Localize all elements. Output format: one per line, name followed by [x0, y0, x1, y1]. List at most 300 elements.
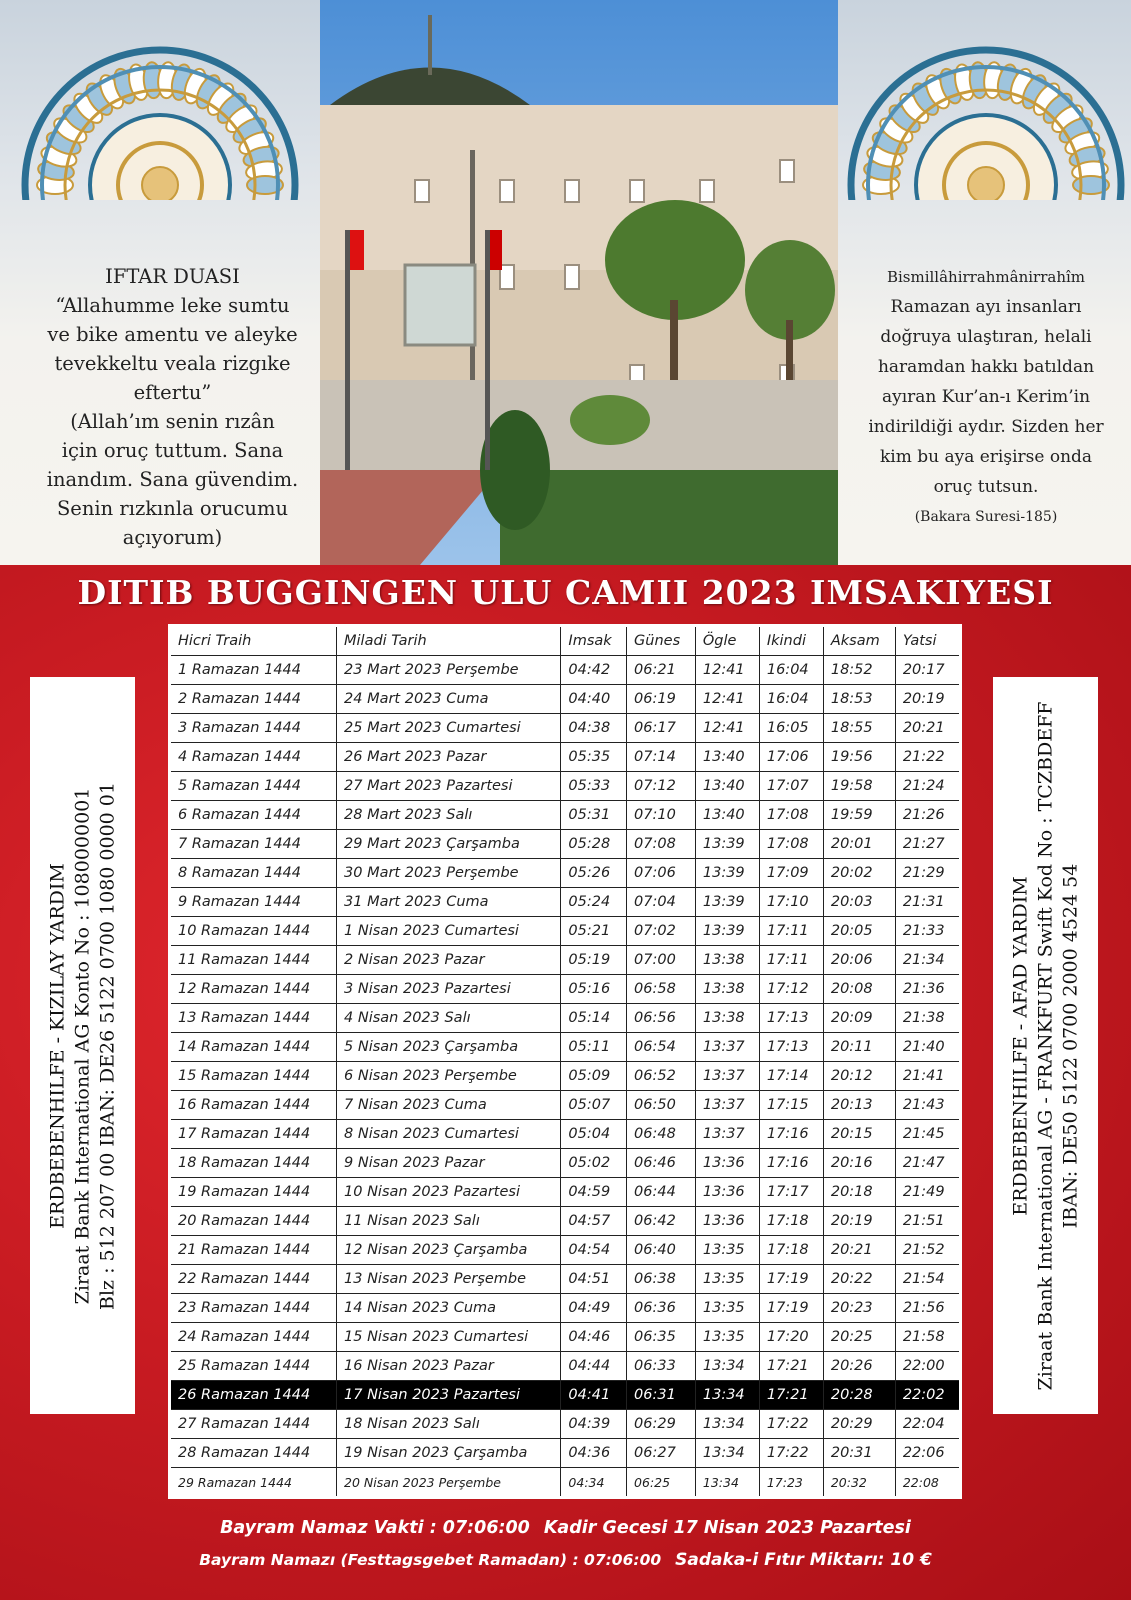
- table-row: [170, 888, 961, 917]
- table-cell: 22:00: [895, 1352, 960, 1381]
- table-row: [170, 1352, 961, 1381]
- table-row: [170, 1294, 961, 1323]
- table-cell: 17 Nisan 2023 Pazartesi: [337, 1381, 561, 1410]
- table-cell: 20:18: [823, 1178, 895, 1207]
- table-cell: 13:34: [695, 1439, 759, 1468]
- header-banner: [0, 0, 1131, 565]
- table-cell: 23 Mart 2023 Perşembe: [337, 656, 561, 685]
- table-cell: 07:14: [627, 743, 696, 772]
- table-row: [170, 1468, 961, 1498]
- table-cell: 12 Ramazan 1444: [170, 975, 337, 1004]
- table-cell: 06:48: [627, 1120, 696, 1149]
- table-row: [170, 975, 961, 1004]
- table-cell: 17:16: [759, 1120, 823, 1149]
- verse-line: kim bu aya erişirse onda: [879, 447, 1093, 467]
- table-cell: 13:39: [695, 830, 759, 859]
- table-cell: 05:07: [561, 1091, 627, 1120]
- table-cell: 21:24: [895, 772, 960, 801]
- table-cell: 05:04: [561, 1120, 627, 1149]
- table-cell: 13:38: [695, 1004, 759, 1033]
- table-cell: 20:05: [823, 917, 895, 946]
- column-header: Ikindi: [759, 626, 823, 656]
- table-row: [170, 1120, 961, 1149]
- table-cell: 13:39: [695, 917, 759, 946]
- table-cell: 21:36: [895, 975, 960, 1004]
- table-cell: 06:27: [627, 1439, 696, 1468]
- table-cell: 13:36: [695, 1149, 759, 1178]
- table-cell: 22:08: [895, 1468, 960, 1498]
- table-cell: 07:08: [627, 830, 696, 859]
- table-cell: 19:59: [823, 801, 895, 830]
- table-cell: 18:53: [823, 685, 895, 714]
- table-cell: 26 Ramazan 1444: [170, 1381, 337, 1410]
- verse-line: indirildiği aydır. Sizden her: [868, 417, 1104, 437]
- table-cell: 21:31: [895, 888, 960, 917]
- iftar-prayer-text: [30, 262, 315, 552]
- table-cell: 20:31: [823, 1439, 895, 1468]
- table-cell: 17:11: [759, 917, 823, 946]
- table-cell: 20:15: [823, 1120, 895, 1149]
- table-cell: 21:40: [895, 1033, 960, 1062]
- table-cell: 12:41: [695, 656, 759, 685]
- table-cell: 20 Nisan 2023 Perşembe: [337, 1468, 561, 1498]
- table-cell: 07:06: [627, 859, 696, 888]
- table-cell: 13:34: [695, 1468, 759, 1498]
- table-cell: 07:12: [627, 772, 696, 801]
- table-row: [170, 1091, 961, 1120]
- table-cell: 06:35: [627, 1323, 696, 1352]
- table-cell: 12:41: [695, 714, 759, 743]
- bank-right-line2: Ziraat Bank International AG - FRANKFURT Swift Kod No : TCZBDEFF: [1034, 701, 1056, 1390]
- bank-left-line3: Blz : 512 207 00 IBAN: DE26 5122 0700 1080 0000 01: [96, 781, 118, 1310]
- table-cell: 27 Ramazan 1444: [170, 1410, 337, 1439]
- table-cell: 13:36: [695, 1207, 759, 1236]
- table-cell: 05:11: [561, 1033, 627, 1062]
- table-cell: 13:37: [695, 1120, 759, 1149]
- table-cell: 06:29: [627, 1410, 696, 1439]
- table-row: [170, 1323, 961, 1352]
- table-cell: 25 Mart 2023 Cumartesi: [337, 714, 561, 743]
- table-cell: 23 Ramazan 1444: [170, 1294, 337, 1323]
- verse-line: Ramazan ayı insanları: [890, 297, 1082, 317]
- table-cell: 21 Ramazan 1444: [170, 1236, 337, 1265]
- table-cell: 20:17: [895, 656, 960, 685]
- table-cell: 21:22: [895, 743, 960, 772]
- table-cell: 17:22: [759, 1439, 823, 1468]
- verse-line: ayıran Kur’an-ı Kerim’in: [881, 387, 1091, 407]
- table-cell: 04:42: [561, 656, 627, 685]
- table-cell: 04:40: [561, 685, 627, 714]
- table-cell: 17:23: [759, 1468, 823, 1498]
- table-cell: 20:12: [823, 1062, 895, 1091]
- table-cell: 20:26: [823, 1352, 895, 1381]
- table-cell: 17:21: [759, 1352, 823, 1381]
- verse-line: oruç tutsun.: [933, 477, 1039, 497]
- bank-right-line3: IBAN: DE50 5122 0700 2000 4524 54: [1059, 863, 1081, 1228]
- iftar-line: inandım. Sana güvendim.: [46, 468, 299, 491]
- table-cell: 06:17: [627, 714, 696, 743]
- table-cell: 2 Ramazan 1444: [170, 685, 337, 714]
- table-row: [170, 917, 961, 946]
- bank-left-line2: Ziraat Bank International AG Konto No : 1080000001: [71, 787, 93, 1304]
- table-cell: 05:14: [561, 1004, 627, 1033]
- table-cell: 04:59: [561, 1178, 627, 1207]
- table-cell: 21:49: [895, 1178, 960, 1207]
- table-cell: 21:52: [895, 1236, 960, 1265]
- table-cell: 21:29: [895, 859, 960, 888]
- table-cell: 06:33: [627, 1352, 696, 1381]
- table-row: [170, 1207, 961, 1236]
- footer-line-2: [0, 1550, 1131, 1570]
- bayram-namaz-festtag: Bayram Namazı (Festtagsgebet Ramadan) : 07:06:00: [199, 1551, 662, 1569]
- table-cell: 04:34: [561, 1468, 627, 1498]
- table-header-row: [170, 626, 961, 656]
- table-cell: 07:04: [627, 888, 696, 917]
- table-cell: 31 Mart 2023 Cuma: [337, 888, 561, 917]
- table-cell: 22:06: [895, 1439, 960, 1468]
- table-cell: 18 Nisan 2023 Salı: [337, 1410, 561, 1439]
- verse-line: haramdan hakkı batıldan: [877, 357, 1095, 377]
- table-cell: 06:52: [627, 1062, 696, 1091]
- column-header: Imsak: [561, 626, 627, 656]
- table-row: [170, 1149, 961, 1178]
- sadaka-fitir: Sadaka-i Fıtır Miktarı: 10 €: [675, 1550, 932, 1570]
- table-cell: 30 Mart 2023 Perşembe: [337, 859, 561, 888]
- table-cell: 3 Ramazan 1444: [170, 714, 337, 743]
- table-cell: 6 Nisan 2023 Perşembe: [337, 1062, 561, 1091]
- column-header: Yatsi: [895, 626, 960, 656]
- table-cell: 17:18: [759, 1207, 823, 1236]
- table-cell: 19:56: [823, 743, 895, 772]
- table-cell: 05:24: [561, 888, 627, 917]
- table-cell: 7 Nisan 2023 Cuma: [337, 1091, 561, 1120]
- table-cell: 21:33: [895, 917, 960, 946]
- table-cell: 18 Ramazan 1444: [170, 1149, 337, 1178]
- table-row: [170, 772, 961, 801]
- table-cell: 04:44: [561, 1352, 627, 1381]
- column-header: Hicri Traih: [170, 626, 337, 656]
- verse-line: doğruya ulaştıran, helali: [880, 327, 1092, 347]
- table-cell: 3 Nisan 2023 Pazartesi: [337, 975, 561, 1004]
- bank-left-line1: ERDBEBENHILFE - KIZILAY YARDIM: [46, 862, 68, 1229]
- table-cell: 04:38: [561, 714, 627, 743]
- table-cell: 06:44: [627, 1178, 696, 1207]
- table-cell: 20:03: [823, 888, 895, 917]
- table-cell: 06:58: [627, 975, 696, 1004]
- table-cell: 14 Ramazan 1444: [170, 1033, 337, 1062]
- table-cell: 22 Ramazan 1444: [170, 1265, 337, 1294]
- table-row: [170, 714, 961, 743]
- verse-source: (Bakara Suresi-185): [914, 509, 1058, 525]
- table-cell: 21:26: [895, 801, 960, 830]
- table-cell: 20:09: [823, 1004, 895, 1033]
- table-cell: 28 Mart 2023 Salı: [337, 801, 561, 830]
- table-cell: 17:12: [759, 975, 823, 1004]
- table-cell: 20:01: [823, 830, 895, 859]
- iftar-heading: IFTAR DUASI: [105, 265, 240, 288]
- table-cell: 17:19: [759, 1294, 823, 1323]
- table-cell: 13 Ramazan 1444: [170, 1004, 337, 1033]
- table-cell: 20:22: [823, 1265, 895, 1294]
- table-cell: 4 Nisan 2023 Salı: [337, 1004, 561, 1033]
- table-cell: 05:21: [561, 917, 627, 946]
- table-row: [170, 801, 961, 830]
- table-row: [170, 1062, 961, 1091]
- table-cell: 19:58: [823, 772, 895, 801]
- table-cell: 13:37: [695, 1033, 759, 1062]
- iftar-line: için oruç tuttum. Sana: [61, 439, 284, 462]
- table-cell: 24 Mart 2023 Cuma: [337, 685, 561, 714]
- table-cell: 21:43: [895, 1091, 960, 1120]
- table-cell: 20:21: [895, 714, 960, 743]
- table-cell: 20:28: [823, 1381, 895, 1410]
- table-cell: 20:25: [823, 1323, 895, 1352]
- table-cell: 4 Ramazan 1444: [170, 743, 337, 772]
- table-cell: 13:34: [695, 1410, 759, 1439]
- table-cell: 21:51: [895, 1207, 960, 1236]
- table-cell: 5 Ramazan 1444: [170, 772, 337, 801]
- table-cell: 20:19: [895, 685, 960, 714]
- table-cell: 13:35: [695, 1323, 759, 1352]
- table-cell: 20:29: [823, 1410, 895, 1439]
- table-cell: 13:34: [695, 1381, 759, 1410]
- table-cell: 04:51: [561, 1265, 627, 1294]
- table-cell: 21:47: [895, 1149, 960, 1178]
- table-cell: 17:06: [759, 743, 823, 772]
- table-cell: 8 Nisan 2023 Cumartesi: [337, 1120, 561, 1149]
- table-cell: 17 Ramazan 1444: [170, 1120, 337, 1149]
- table-cell: 20:16: [823, 1149, 895, 1178]
- mandala-ornament-right-icon: [836, 0, 1131, 200]
- table-cell: 9 Ramazan 1444: [170, 888, 337, 917]
- column-header: Aksam: [823, 626, 895, 656]
- table-cell: 24 Ramazan 1444: [170, 1323, 337, 1352]
- table-cell: 16 Ramazan 1444: [170, 1091, 337, 1120]
- table-cell: 19 Nisan 2023 Çarşamba: [337, 1439, 561, 1468]
- table-cell: 05:19: [561, 946, 627, 975]
- table-row: [170, 1265, 961, 1294]
- table-cell: 19 Ramazan 1444: [170, 1178, 337, 1207]
- table-cell: 22:04: [895, 1410, 960, 1439]
- table-cell: 06:38: [627, 1265, 696, 1294]
- table-cell: 20:13: [823, 1091, 895, 1120]
- table-cell: 6 Ramazan 1444: [170, 801, 337, 830]
- table-cell: 17:20: [759, 1323, 823, 1352]
- table-cell: 26 Mart 2023 Pazar: [337, 743, 561, 772]
- table-cell: 21:41: [895, 1062, 960, 1091]
- table-cell: 13:39: [695, 888, 759, 917]
- table-cell: 17:16: [759, 1149, 823, 1178]
- table-cell: 12:41: [695, 685, 759, 714]
- table-row: [170, 656, 961, 685]
- table-cell: 22:02: [895, 1381, 960, 1410]
- table-cell: 17:19: [759, 1265, 823, 1294]
- table-cell: 04:49: [561, 1294, 627, 1323]
- table-cell: 13:39: [695, 859, 759, 888]
- table-cell: 12 Nisan 2023 Çarşamba: [337, 1236, 561, 1265]
- bank-right-line1: ERDBEBENHILFE - AFAD YARDIM: [1009, 875, 1031, 1216]
- table-cell: 20:02: [823, 859, 895, 888]
- quran-verse-text: [855, 262, 1117, 532]
- iftar-line: eftertu”: [133, 381, 212, 404]
- table-cell: 04:39: [561, 1410, 627, 1439]
- table-cell: 17:11: [759, 946, 823, 975]
- table-cell: 06:54: [627, 1033, 696, 1062]
- table-cell: 05:16: [561, 975, 627, 1004]
- table-row: [170, 1410, 961, 1439]
- table-cell: 06:56: [627, 1004, 696, 1033]
- table-cell: 04:41: [561, 1381, 627, 1410]
- table-cell: 16:05: [759, 714, 823, 743]
- table-row: [170, 1004, 961, 1033]
- table-cell: 13:35: [695, 1236, 759, 1265]
- table-cell: 13:37: [695, 1062, 759, 1091]
- table-cell: 07:10: [627, 801, 696, 830]
- table-cell: 18:52: [823, 656, 895, 685]
- bayram-namaz-time: Bayram Namaz Vakti : 07:06:00: [220, 1518, 530, 1538]
- table-cell: 13:40: [695, 743, 759, 772]
- table-cell: 17:07: [759, 772, 823, 801]
- table-cell: 21:56: [895, 1294, 960, 1323]
- table-cell: 13:37: [695, 1091, 759, 1120]
- table-cell: 17:08: [759, 801, 823, 830]
- table-row: [170, 946, 961, 975]
- table-cell: 06:19: [627, 685, 696, 714]
- table-cell: 2 Nisan 2023 Pazar: [337, 946, 561, 975]
- table-cell: 05:02: [561, 1149, 627, 1178]
- table-cell: 16:04: [759, 685, 823, 714]
- table-cell: 20:11: [823, 1033, 895, 1062]
- bank-info-right: [993, 677, 1098, 1414]
- table-row: [170, 830, 961, 859]
- table-row: [170, 1439, 961, 1468]
- table-cell: 17:15: [759, 1091, 823, 1120]
- table-cell: 05:28: [561, 830, 627, 859]
- table-cell: 21:45: [895, 1120, 960, 1149]
- table-cell: 15 Ramazan 1444: [170, 1062, 337, 1091]
- table-row: [170, 1033, 961, 1062]
- table-cell: 13 Nisan 2023 Perşembe: [337, 1265, 561, 1294]
- table-cell: 11 Nisan 2023 Salı: [337, 1207, 561, 1236]
- table-cell: 21:34: [895, 946, 960, 975]
- table-row: [170, 1178, 961, 1207]
- table-cell: 04:54: [561, 1236, 627, 1265]
- table-cell: 07:00: [627, 946, 696, 975]
- table-row: [170, 685, 961, 714]
- table-cell: 13:38: [695, 975, 759, 1004]
- table-cell: 05:09: [561, 1062, 627, 1091]
- table-cell: 20:08: [823, 975, 895, 1004]
- table-cell: 20:06: [823, 946, 895, 975]
- table-cell: 17:17: [759, 1178, 823, 1207]
- table-cell: 06:50: [627, 1091, 696, 1120]
- table-cell: 05:35: [561, 743, 627, 772]
- table-cell: 27 Mart 2023 Pazartesi: [337, 772, 561, 801]
- table-cell: 06:36: [627, 1294, 696, 1323]
- table-cell: 8 Ramazan 1444: [170, 859, 337, 888]
- table-cell: 29 Ramazan 1444: [170, 1468, 337, 1498]
- table-cell: 11 Ramazan 1444: [170, 946, 337, 975]
- table-cell: 13:35: [695, 1294, 759, 1323]
- table-cell: 25 Ramazan 1444: [170, 1352, 337, 1381]
- verse-line: Bismillâhirrahmânirrahîm: [886, 268, 1086, 286]
- table-cell: 18:55: [823, 714, 895, 743]
- table-cell: 5 Nisan 2023 Çarşamba: [337, 1033, 561, 1062]
- prayer-times-table: [168, 624, 962, 1499]
- table-cell: 17:10: [759, 888, 823, 917]
- table-cell: 13:38: [695, 946, 759, 975]
- table-cell: 06:21: [627, 656, 696, 685]
- table-cell: 20:21: [823, 1236, 895, 1265]
- table-cell: 13:36: [695, 1178, 759, 1207]
- iftar-line: ve bike amentu ve aleyke: [47, 323, 298, 346]
- table-cell: 13:40: [695, 801, 759, 830]
- table-cell: 9 Nisan 2023 Pazar: [337, 1149, 561, 1178]
- table-cell: 21:54: [895, 1265, 960, 1294]
- table-cell: 16:04: [759, 656, 823, 685]
- table-cell: 20:19: [823, 1207, 895, 1236]
- table-cell: 16 Nisan 2023 Pazar: [337, 1352, 561, 1381]
- table-cell: 17:14: [759, 1062, 823, 1091]
- iftar-line: Senin rızkınla orucumu: [56, 497, 289, 520]
- table-cell: 05:31: [561, 801, 627, 830]
- iftar-line: tevekkeltu veala rizgıke: [54, 352, 291, 375]
- table-cell: 06:31: [627, 1381, 696, 1410]
- table-cell: 20 Ramazan 1444: [170, 1207, 337, 1236]
- table-cell: 17:18: [759, 1236, 823, 1265]
- table-cell: 06:40: [627, 1236, 696, 1265]
- table-cell: 04:36: [561, 1439, 627, 1468]
- mandala-ornament-left-icon: [10, 0, 310, 200]
- table-cell: 06:46: [627, 1149, 696, 1178]
- table-cell: 28 Ramazan 1444: [170, 1439, 337, 1468]
- table-cell: 1 Nisan 2023 Cumartesi: [337, 917, 561, 946]
- mosque-photo: [320, 0, 838, 565]
- table-cell: 17:21: [759, 1381, 823, 1410]
- iftar-line: “Allahumme leke sumtu: [55, 294, 290, 317]
- table-cell: 13:35: [695, 1265, 759, 1294]
- table-cell: 17:13: [759, 1004, 823, 1033]
- table-cell: 06:42: [627, 1207, 696, 1236]
- table-cell: 15 Nisan 2023 Cumartesi: [337, 1323, 561, 1352]
- table-cell: 04:46: [561, 1323, 627, 1352]
- table-cell: 17:09: [759, 859, 823, 888]
- table-cell: 14 Nisan 2023 Cuma: [337, 1294, 561, 1323]
- table-cell: 20:23: [823, 1294, 895, 1323]
- table-cell: 13:34: [695, 1352, 759, 1381]
- iftar-line: (Allah’ım senin rızân: [70, 410, 275, 433]
- table-cell: 04:57: [561, 1207, 627, 1236]
- table-cell: 06:25: [627, 1468, 696, 1498]
- table-cell: 21:58: [895, 1323, 960, 1352]
- table-cell: 20:32: [823, 1468, 895, 1498]
- table-cell: 29 Mart 2023 Çarşamba: [337, 830, 561, 859]
- table-cell: 05:33: [561, 772, 627, 801]
- table-cell: 13:40: [695, 772, 759, 801]
- page-title: DITIB BUGGINGEN ULU CAMII 2023 IMSAKIYESI: [77, 573, 1054, 612]
- table-row: [170, 743, 961, 772]
- column-header: Miladi Tarih: [337, 626, 561, 656]
- column-header: Ögle: [695, 626, 759, 656]
- table-cell: 10 Nisan 2023 Pazartesi: [337, 1178, 561, 1207]
- table-cell: 17:13: [759, 1033, 823, 1062]
- table-cell: 07:02: [627, 917, 696, 946]
- table-row: [170, 1381, 961, 1410]
- footer-line-1: [0, 1518, 1131, 1538]
- table-row: [170, 859, 961, 888]
- iftar-line: açıyorum): [122, 526, 223, 549]
- table-cell: 7 Ramazan 1444: [170, 830, 337, 859]
